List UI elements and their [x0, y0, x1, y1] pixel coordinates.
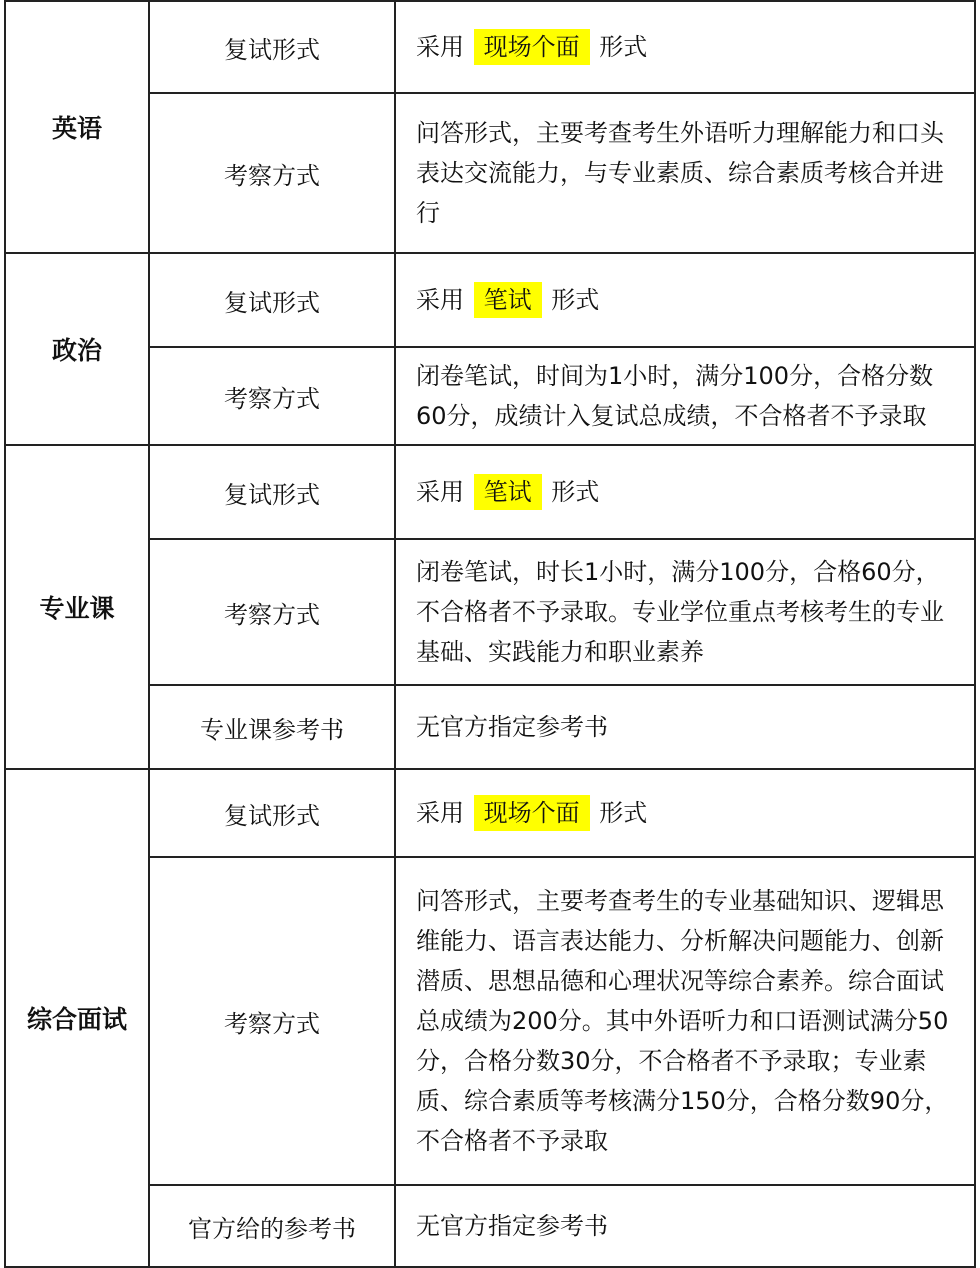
table-row: [5, 1185, 975, 1267]
prefix-text: 采用: [416, 478, 464, 506]
row-label: 考察方式: [149, 93, 395, 253]
category-politics: 政治: [5, 253, 149, 445]
exam-format-cell: [395, 769, 975, 857]
table-row: [5, 857, 975, 1185]
retest-info-table: [4, 0, 976, 1268]
description-text: 问答形式，主要考查考生外语听力理解能力和口头表达交流能力，与专业素质、综合素质考核合并进行: [395, 93, 975, 253]
table-row: [5, 685, 975, 769]
description-text: 问答形式，主要考查考生的专业基础知识、逻辑思维能力、语言表达能力、分析解决问题能力、创新潜质、思想品德和心理状况等综合素养。综合面试总成绩为200分。其中外语听力和口语测试满分50分，合格分数30分，不合格者不予录取；专业素质、综合素质等考核满分150分，合格分数90分，不合格者不予录取: [395, 857, 975, 1185]
prefix-text: 采用: [416, 799, 464, 827]
category-major-course: 专业课: [5, 445, 149, 769]
row-label: 官方给的参考书: [149, 1185, 395, 1267]
description-text: 无官方指定参考书: [395, 1185, 975, 1267]
table-row: [5, 445, 975, 539]
row-label: 考察方式: [149, 347, 395, 445]
highlight-text: 笔试: [474, 474, 542, 510]
description-text: 闭卷笔试，时间为1小时，满分100分，合格分数60分，成绩计入复试总成绩，不合格者不予录取: [395, 347, 975, 445]
highlight-text: 现场个面: [474, 795, 590, 831]
row-label: 复试形式: [149, 445, 395, 539]
row-label: 复试形式: [149, 1, 395, 93]
table-row: [5, 539, 975, 685]
exam-format-cell: [395, 1, 975, 93]
highlight-text: 笔试: [474, 282, 542, 318]
row-label: 专业课参考书: [149, 685, 395, 769]
table-row: [5, 347, 975, 445]
exam-format-cell: [395, 253, 975, 347]
row-label: 考察方式: [149, 539, 395, 685]
description-text: 闭卷笔试，时长1小时，满分100分，合格60分，不合格者不予录取。专业学位重点考核考生的专业基础、实践能力和职业素养: [395, 539, 975, 685]
suffix-text: 形式: [551, 478, 600, 506]
suffix-text: 形式: [599, 33, 648, 61]
table-row: [5, 1, 975, 93]
prefix-text: 采用: [416, 286, 464, 314]
prefix-text: 采用: [416, 33, 464, 61]
highlight-text: 现场个面: [474, 29, 590, 65]
table-row: [5, 253, 975, 347]
table-row: [5, 769, 975, 857]
row-label: 复试形式: [149, 253, 395, 347]
table-row: [5, 93, 975, 253]
row-label: 考察方式: [149, 857, 395, 1185]
suffix-text: 形式: [599, 799, 648, 827]
exam-format-cell: [395, 445, 975, 539]
category-english: 英语: [5, 1, 149, 253]
row-label: 复试形式: [149, 769, 395, 857]
category-comprehensive-interview: 综合面试: [5, 769, 149, 1267]
suffix-text: 形式: [551, 286, 600, 314]
description-text: 无官方指定参考书: [395, 685, 975, 769]
